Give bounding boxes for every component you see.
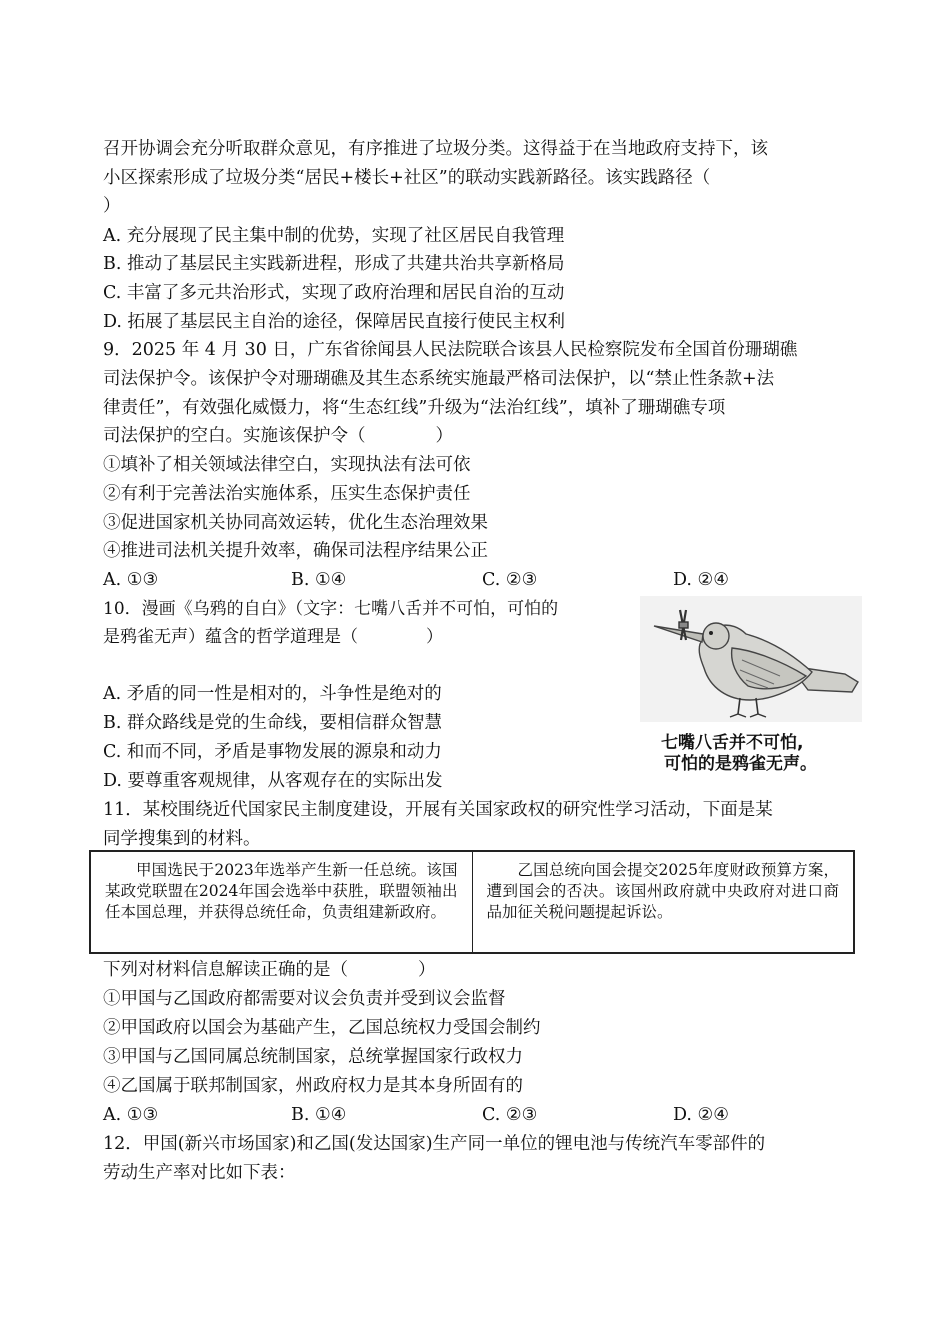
q11-option-d: D. ②④	[673, 1105, 729, 1125]
q9-option-b: B. ①④	[291, 570, 347, 590]
q9-item-1: ①填补了相关领域法律空白，实现执法有法可依	[103, 455, 471, 475]
q11-material-table	[89, 850, 855, 954]
q8-option-b: B. 推动了基层民主实践新进程，形成了共建共治共享新格局	[103, 254, 565, 274]
q10-line-1: 10．漫画《乌鸦的自白》（文字：七嘴八舌并不可怕，可怕的	[103, 599, 559, 619]
q9-item-2: ②有利于完善法治实施体系，压实生态保护责任	[103, 484, 471, 504]
q9-line-1: 9．2025 年 4 月 30 日，广东省徐闻县人民法院联合该县人民检察院发布全国首份珊瑚礁	[103, 340, 798, 360]
q11-line-2: 同学搜集到的材料。	[103, 829, 261, 849]
q11-material-country-jia: 甲国选民于2023年选举产生新一任总统。该国某政党联盟在2024年国会选举中获胜，联盟领袖出任本国总理，并获得总统任命，负责组建新政府。	[91, 852, 473, 952]
cartoon-caption-line-1: 七嘴八舌并不可怕,	[661, 733, 804, 753]
q9-line-4: 司法保护的空白。实施该保护令（ ）	[103, 426, 453, 446]
q8-option-c: C. 丰富了多元共治形式，实现了政府治理和居民自治的互动	[103, 283, 565, 303]
q12-line-1: 12．甲国(新兴市场国家)和乙国(发达国家)生产同一单位的锂电池与传统汽车零部件的	[103, 1134, 766, 1154]
q11-item-4: ④乙国属于联邦制国家，州政府权力是其本身所固有的	[103, 1076, 523, 1096]
q9-option-a: A. ①③	[103, 570, 159, 590]
cartoon-caption-line-2: 可怕的是鸦雀无声。	[664, 754, 817, 774]
q10-line-2: 是鸦雀无声）蕴含的哲学道理是（ ）	[103, 627, 443, 647]
q11-item-1: ①甲国与乙国政府都需要对议会负责并受到议会监督	[103, 989, 506, 1009]
q11-item-2: ②甲国政府以国会为基础产生，乙国总统权力受国会制约	[103, 1018, 541, 1038]
q9-item-4: ④推进司法机关提升效率，确保司法程序结果公正	[103, 541, 488, 561]
q10-option-b: B. 群众路线是党的生命线，要相信群众智慧	[103, 713, 442, 733]
q8-line-3: ）	[103, 196, 121, 216]
q9-line-3: 律责任”，有效强化威慑力，将“生态红线”升级为“法治红线”，填补了珊瑚礁专项	[103, 398, 726, 418]
q10-option-a: A. 矛盾的同一性是相对的，斗争性是绝对的	[103, 684, 442, 704]
q8-line-2: 小区探索形成了垃圾分类“居民+楼长+社区”的联动实践新路径。该实践路径（	[103, 168, 711, 188]
q9-item-3: ③促进国家机关协同高效运转，优化生态治理效果	[103, 513, 488, 533]
q10-option-d: D. 要尊重客观规律，从客观存在的实际出发	[103, 771, 443, 791]
q8-line-1: 召开协调会充分听取群众意见，有序推进了垃圾分类。这得益于在当地政府支持下，该	[103, 139, 768, 159]
q10-option-c: C. 和而不同，矛盾是事物发展的源泉和动力	[103, 742, 442, 762]
q11-option-b: B. ①④	[291, 1105, 347, 1125]
q9-option-d: D. ②④	[673, 570, 729, 590]
q11-line-1: 11．某校围绕近代国家民主制度建设，开展有关国家政权的研究性学习活动，下面是某	[103, 800, 773, 820]
q12-line-2: 劳动生产率对比如下表：	[103, 1163, 296, 1183]
q9-option-c: C. ②③	[482, 570, 538, 590]
q11-item-3: ③甲国与乙国同属总统制国家，总统掌握国家行政权力	[103, 1047, 523, 1067]
q11-material-country-yi: 乙国总统向国会提交2025年度财政预算方案，遭到国会的否决。该国州政府就中央政府对进口商品加征关税问题提起诉讼。	[486, 861, 839, 921]
q8-option-d: D. 拓展了基层民主自治的途径，保障居民直接行使民主权利	[103, 312, 566, 332]
q8-option-a: A. 充分展现了民主集中制的优势，实现了社区居民自我管理	[103, 226, 565, 246]
q11-option-c: C. ②③	[482, 1105, 538, 1125]
q9-line-2: 司法保护令。该保护令对珊瑚礁及其生态系统实施最严格司法保护，以“禁止性条款+法	[103, 369, 775, 389]
q11-option-a: A. ①③	[103, 1105, 159, 1125]
q11-stem: 下列对材料信息解读正确的是（ ）	[103, 960, 436, 980]
